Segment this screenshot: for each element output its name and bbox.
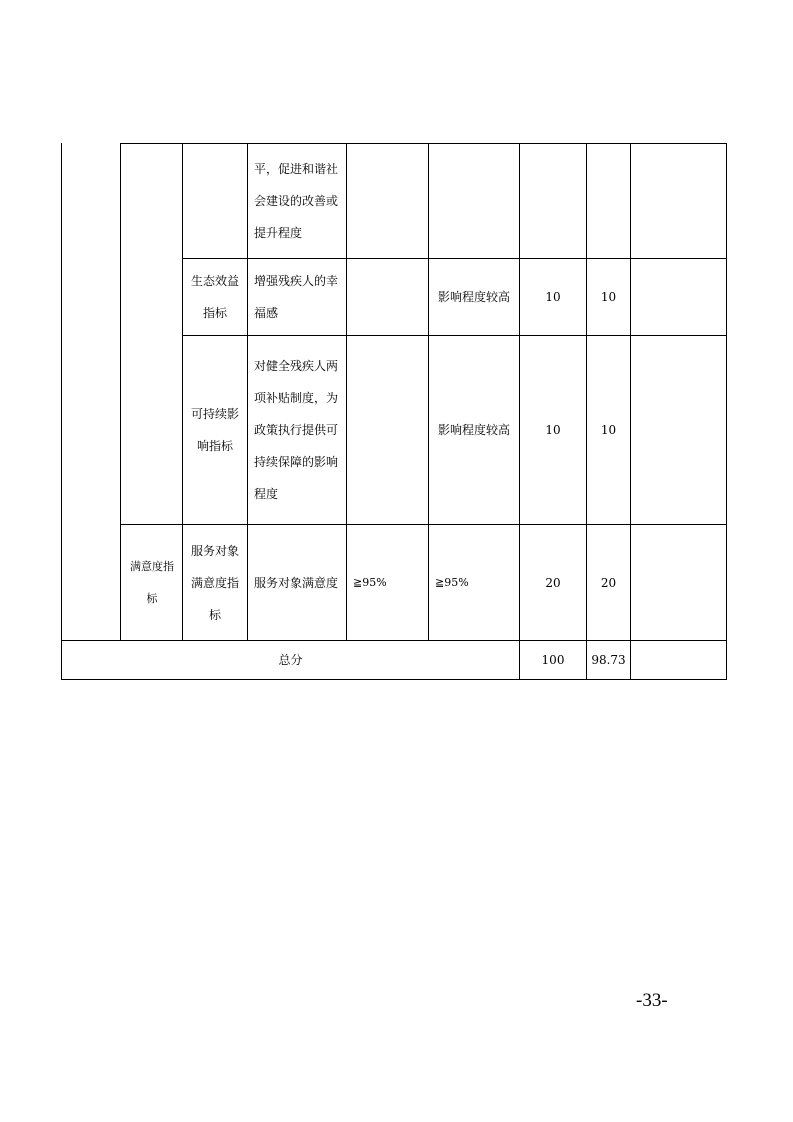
total-label-cell	[62, 641, 519, 679]
grid-line	[630, 143, 631, 680]
actual-value-cell	[435, 525, 519, 640]
target-value: ≧95%	[353, 575, 387, 589]
actual-value: 影响程度较高	[437, 290, 510, 304]
weight-cell	[520, 336, 586, 524]
weight-cell	[520, 525, 586, 640]
weight-cell	[520, 259, 586, 335]
weight-value: 10	[545, 290, 561, 304]
indicator-name-cell	[186, 262, 244, 332]
page-number: -33-	[636, 990, 668, 1011]
score-value: 10	[600, 423, 617, 437]
grid-line	[726, 143, 727, 680]
grid-line	[182, 143, 183, 640]
total-weight: 100	[541, 653, 565, 667]
score-cell	[587, 336, 630, 524]
total-weight-cell	[520, 641, 586, 679]
score-cell	[587, 525, 630, 640]
indicator-name: 生态效益指标	[190, 274, 239, 320]
weight-value: 10	[545, 423, 561, 437]
grid-line	[247, 143, 248, 640]
weight-value: 20	[545, 575, 561, 590]
category-name: 满意度指标	[130, 559, 174, 605]
indicator-content: 对健全残疾人两项补贴制度，为政策执行提供可持续保障的影响程度	[254, 359, 339, 501]
grid-line	[61, 143, 62, 680]
indicator-content: 增强残疾人的幸福感	[254, 274, 339, 320]
score-value: 10	[600, 290, 617, 304]
actual-value: 影响程度较高	[437, 423, 510, 437]
total-score: 98.73	[591, 653, 626, 667]
category-cell	[128, 525, 176, 640]
indicator-name-cell	[186, 525, 244, 640]
indicator-content: 服务对象满意度	[254, 575, 339, 590]
indicator-name: 可持续影响指标	[190, 407, 239, 453]
grid-line	[120, 143, 727, 144]
indicator-content-cell	[254, 338, 344, 522]
indicator-name: 服务对象满意度指标	[190, 543, 239, 622]
grid-line	[120, 143, 121, 640]
actual-value-cell	[429, 259, 519, 335]
target-value-cell	[353, 525, 428, 640]
indicator-content: 平，促进和谐社会建设的改善或提升程度	[254, 162, 339, 240]
score-value: 20	[600, 575, 617, 590]
indicator-content-cell	[254, 527, 342, 638]
grid-line	[61, 679, 727, 680]
score-cell	[587, 259, 630, 335]
indicator-content-cell	[254, 146, 344, 256]
actual-value: ≧95%	[435, 575, 469, 589]
indicator-content-cell	[254, 262, 344, 332]
total-label: 总分	[278, 653, 303, 667]
total-score-cell	[587, 641, 630, 679]
grid-line	[346, 143, 347, 640]
actual-value-cell	[429, 336, 519, 524]
indicator-name-cell	[188, 336, 242, 524]
